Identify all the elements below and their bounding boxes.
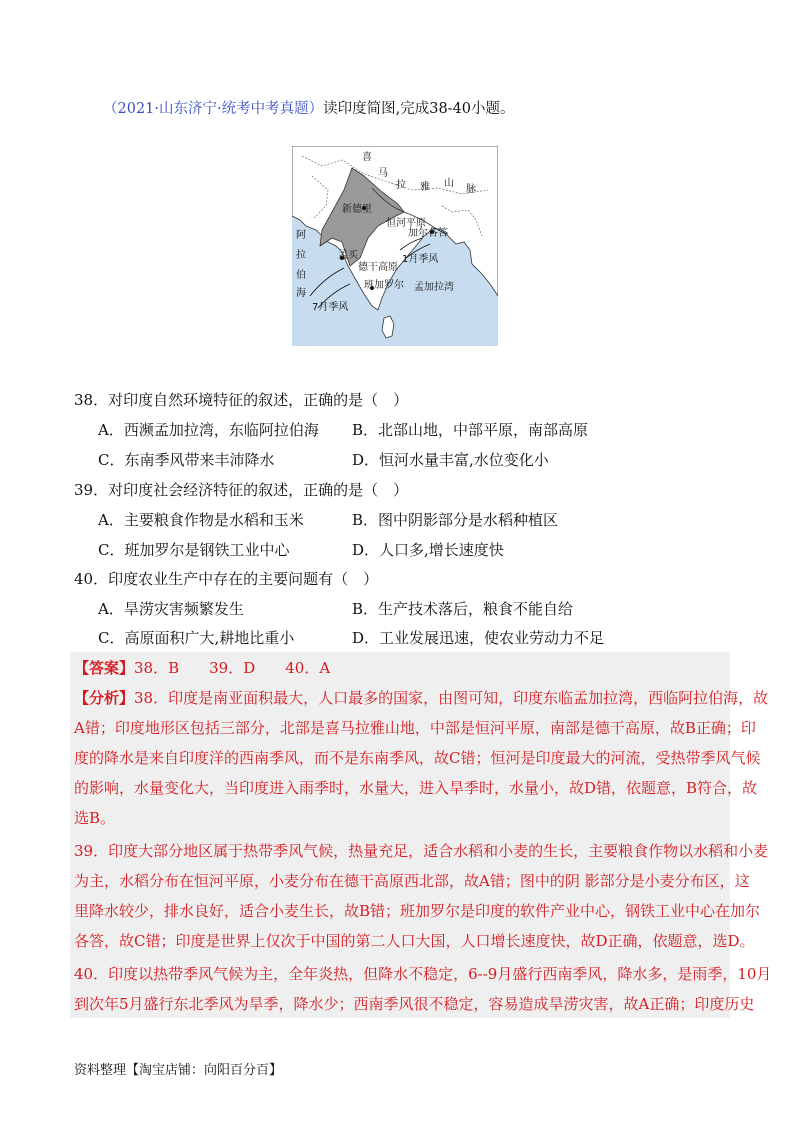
question-38-stem: 38．对印度自然环境特征的叙述，正确的是（ ）	[74, 391, 409, 409]
answer-tag: 【答案】	[74, 659, 135, 677]
map-label-new-delhi: 新德里	[342, 204, 372, 215]
intro-line	[103, 97, 515, 118]
map-label-kolkata: 加尔各答	[408, 228, 448, 239]
analysis-line-3: 度的降水是来自印度洋的西南季风，而不是东南季风，故C错；恒河是印度最大的河流，受热带季风气候	[74, 749, 761, 767]
map-label-ma: 马	[378, 168, 388, 179]
question-source: （2021·山东济宁·统考中考真题）	[103, 101, 324, 117]
analysis-line-1	[74, 687, 768, 708]
question-39-option-d: D．人口多,增长速度快	[352, 541, 504, 559]
map-label-bay: 孟加拉湾	[414, 282, 454, 293]
question-39-option-a: A．主要粮食作物是水稻和玉米	[98, 511, 304, 529]
analysis-line-2: A错；印度地形区包括三部分，北部是喜马拉雅山地，中部是恒河平原，南部是德干高原，故B正确；印	[74, 719, 756, 737]
analysis-text: 38．印度是南亚面积最大，人口最多的国家，由图可知，印度东临孟加拉湾，西临阿拉伯海，故	[134, 689, 769, 707]
map-label-shan: 山	[444, 178, 454, 189]
analysis-line-9: 各答，故C错；印度是世界上仅次于中国的第二人口大国，人口增长速度快，故D正确，依题意，选D。	[74, 932, 755, 950]
question-38-option-b: B．北部山地，中部平原，南部高原	[352, 421, 589, 439]
analysis-line-11: 到次年5月盛行东北季风为旱季，降水少；西南季风很不稳定，容易造成旱涝灾害，故A正确；印度历史	[74, 995, 755, 1013]
map-label-ganges: 恒河平原	[386, 218, 426, 229]
map-label-mumbai: 孟买	[338, 250, 358, 261]
question-38-option-c: C．东南季风带来丰沛降水	[98, 451, 275, 469]
question-40-option-c: C．高原面积广大,耕地比重小	[98, 629, 295, 647]
map-label-arabian-1: 阿	[296, 230, 306, 241]
answer-line	[74, 657, 330, 678]
question-39-option-b: B．图中阴影部分是水稻种植区	[352, 511, 559, 529]
map-label-ya: 雅	[420, 182, 430, 193]
map-label-jul-monsoon: 7月季风	[312, 302, 349, 313]
analysis-line-5: 选B。	[74, 809, 116, 827]
analysis-line-6: 39．印度大部分地区属于热带季风气候，热量充足，适合水稻和小麦的生长，主要粮食作物以水稻和小麦	[74, 842, 769, 860]
map-label-arabian-4: 海	[296, 288, 306, 299]
map-label-xi: 喜	[362, 152, 372, 163]
india-map	[292, 146, 498, 346]
question-40-option-b: B．生产技术落后，粮食不能自给	[352, 600, 574, 618]
intro-text: 读印度简图,完成38-40小题。	[323, 101, 515, 117]
analysis-line-4: 的影响，水量变化大，当印度进入雨季时，水量大，进入旱季时，水量小，故D错，依题意，B符合，故	[74, 779, 758, 797]
map-label-arabian-3: 伯	[296, 270, 306, 281]
map-label-la: 拉	[396, 180, 406, 191]
map-label-arabian-2: 拉	[296, 250, 306, 261]
map-label-mai: 脉	[466, 184, 476, 195]
question-39-option-c: C．班加罗尔是钢铁工业中心	[98, 541, 290, 559]
footer-note: 资料整理【淘宝店铺：向阳百分百】	[74, 1063, 283, 1078]
analysis-line-10: 40．印度以热带季风气候为主，全年炎热，但降水不稳定，6--9月盛行西南季风，降水多，是雨季，10月	[74, 965, 772, 983]
question-39-stem: 39．对印度社会经济特征的叙述，正确的是（ ）	[74, 481, 409, 499]
question-38-option-d: D．恒河水量丰富,水位变化小	[352, 451, 549, 469]
question-38-option-a: A．西濒孟加拉湾，东临阿拉伯海	[98, 421, 319, 439]
answer-text: 38．B 39．D 40．A	[134, 659, 331, 677]
map-label-jan-monsoon: 1月季风	[402, 254, 439, 265]
analysis-line-7: 为主，水稻分布在恒河平原，小麦分布在德干高原西北部，故A错；图中的阴 影部分是小麦分布区，这	[74, 872, 750, 890]
question-40-stem: 40．印度农业生产中存在的主要问题有（ ）	[74, 570, 379, 588]
question-40-option-d: D．工业发展迅速，使农业劳动力不足	[352, 629, 605, 647]
question-40-option-a: A．旱涝灾害频繁发生	[98, 600, 244, 618]
analysis-line-8: 里降水较少，排水良好，适合小麦生长，故B错；班加罗尔是印度的软件产业中心，钢铁工业中心在加尔	[74, 902, 761, 920]
analysis-tag: 【分析】	[74, 689, 135, 707]
map-label-bangalore: 班加罗尔	[364, 280, 404, 291]
map-label-deccan: 德干高原	[358, 262, 398, 273]
